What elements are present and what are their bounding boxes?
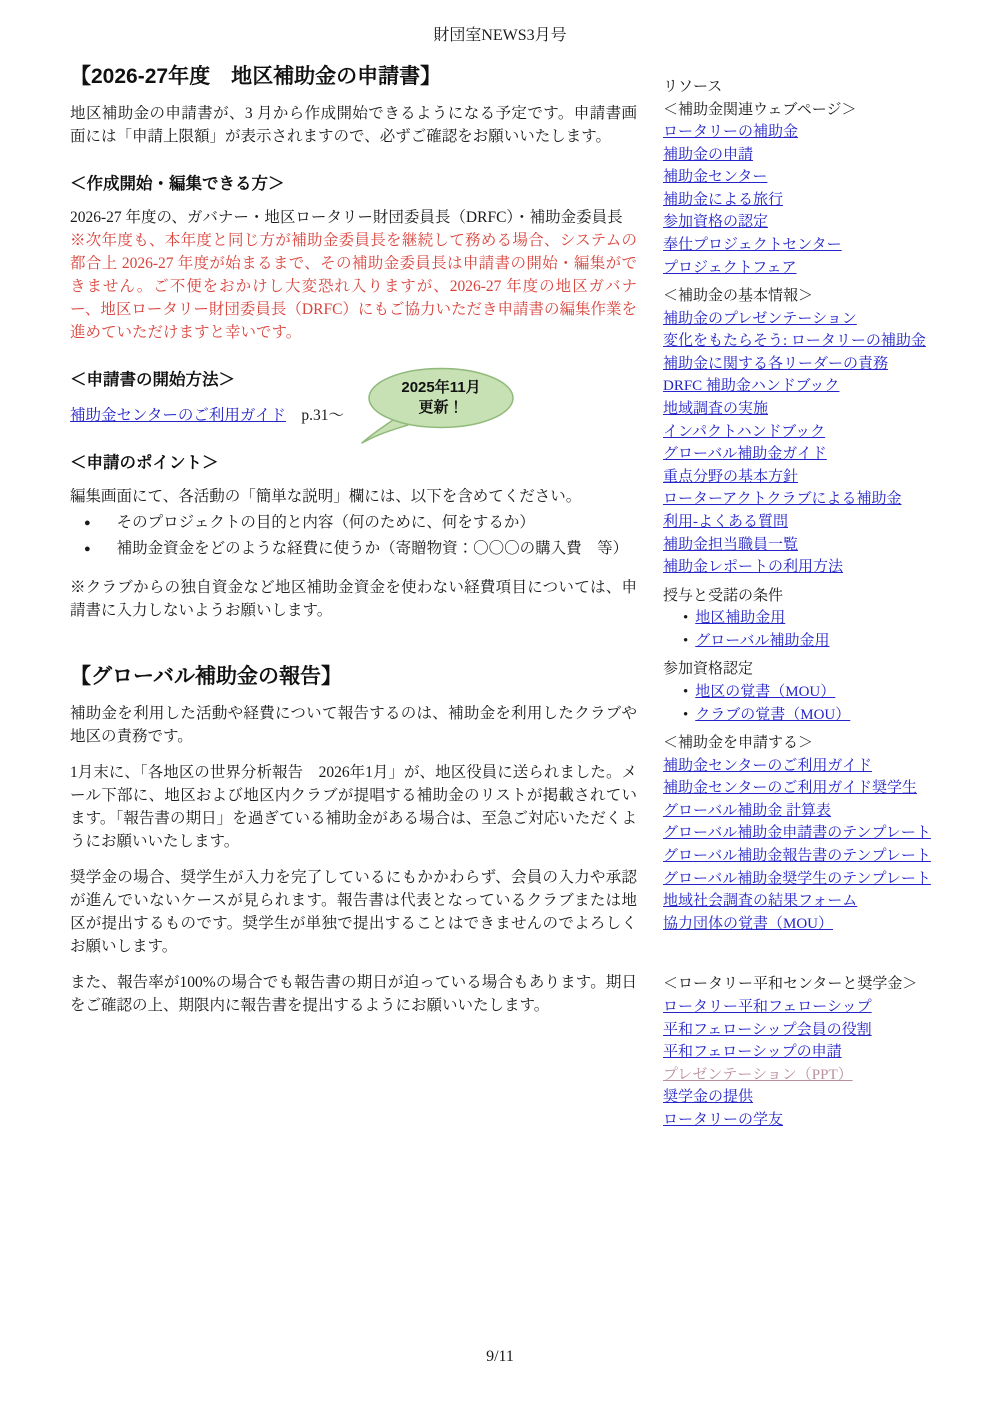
sidebar-link[interactable]: 参加資格の認定 bbox=[663, 214, 769, 231]
sidebar-row bbox=[663, 211, 953, 234]
sidebar-row bbox=[663, 330, 953, 353]
subheading-who-can-edit: ＜作成開始・編集できる方＞ bbox=[70, 175, 285, 193]
sidebar-row bbox=[663, 121, 953, 144]
subheading-application-points: ＜申請のポイント＞ bbox=[70, 454, 219, 472]
sidebar-link[interactable]: ロータリーの学友 bbox=[663, 1111, 784, 1128]
sidebar-link[interactable]: 利用-よくある質問 bbox=[663, 514, 788, 530]
bullet-icon: • bbox=[683, 683, 689, 700]
sidebar-link[interactable]: グローバル補助金ガイド bbox=[663, 446, 827, 463]
sidebar-group-heading: ＜補助金の基本情報＞ bbox=[663, 288, 814, 305]
section-title-district-grant-application: 【2026-27年度 地区補助金の申請書】 bbox=[70, 65, 442, 88]
sidebar-group-heading: ＜ロータリー平和センターと奨学金＞ bbox=[663, 976, 918, 993]
red-note-paragraph: ※次年度も、本年度と同じ方が補助金委員長を継続して務める場合、システムの都合上 2026-27 年度が始まるまで、その補助金委員長は申請書の開始・編集ができません。ご不便をおかけし大変恐れ入りますが、2026-27 年度の地区ガバナー、地区ロータリー財団委員長（DRFC）にもご協力いただき申請書の編集作業を進めていただけますと幸いです。 bbox=[70, 232, 637, 341]
sidebar-link[interactable]: 奉仕プロジェクトセンター bbox=[663, 236, 842, 253]
sidebar-row bbox=[663, 534, 953, 557]
sidebar-row bbox=[663, 375, 953, 398]
sidebar-row bbox=[663, 353, 953, 376]
update-callout-text bbox=[372, 378, 510, 418]
sidebar-row bbox=[663, 630, 953, 653]
sidebar-link[interactable]: 重点分野の基本方針 bbox=[663, 468, 799, 485]
sidebar-row bbox=[663, 755, 953, 778]
application-points-list bbox=[70, 510, 637, 562]
sidebar-link[interactable]: 地区の覚書（MOU） bbox=[695, 683, 836, 700]
resources-sidebar bbox=[663, 76, 953, 1131]
sidebar-link[interactable]: ロータリー平和フェローシップ bbox=[663, 998, 872, 1015]
sidebar-row bbox=[663, 1019, 953, 1042]
sidebar-row bbox=[663, 421, 953, 444]
sidebar-gap bbox=[663, 935, 953, 967]
sidebar-row bbox=[663, 913, 953, 936]
sidebar-row bbox=[663, 466, 953, 489]
sidebar-link[interactable]: 補助金による旅行 bbox=[663, 191, 784, 208]
sidebar-row bbox=[663, 511, 953, 534]
sidebar-link[interactable]: 補助金センターのご利用ガイド bbox=[663, 757, 872, 774]
page-number: 9/11 bbox=[486, 1348, 514, 1365]
update-callout-line1: 2025年11月 bbox=[401, 379, 481, 396]
guide-page-reference: p.31～ bbox=[285, 407, 345, 424]
application-points-intro: 編集画面にて、各活動の「簡単な説明」欄には、以下を含めてください。 bbox=[70, 488, 582, 505]
sidebar-link[interactable]: インパクトハンドブック bbox=[663, 423, 826, 440]
sidebar-row bbox=[663, 398, 953, 421]
sidebar-link[interactable]: 地域調査の実施 bbox=[663, 401, 769, 418]
subheading-how-to-start: ＜申請書の開始方法＞ bbox=[70, 371, 235, 389]
sidebar-list bbox=[663, 76, 953, 1131]
sidebar-link[interactable]: 補助金センター bbox=[663, 169, 768, 186]
sidebar-row bbox=[663, 996, 953, 1019]
sidebar-row bbox=[663, 144, 953, 167]
sidebar-row bbox=[663, 166, 953, 189]
sidebar-group-heading: ＜補助金を申請する＞ bbox=[663, 735, 814, 752]
sidebar-link[interactable]: グローバル補助金申請書のテンプレート bbox=[663, 825, 931, 842]
sidebar-link[interactable]: グローバル補助金報告書のテンプレート bbox=[663, 848, 931, 865]
sidebar-link[interactable]: プロジェクトフェア bbox=[663, 259, 797, 276]
sidebar-link[interactable]: 平和フェローシップの申請 bbox=[663, 1044, 842, 1061]
sidebar-row bbox=[663, 189, 953, 212]
who-can-edit-paragraph: 2026-27 年度の、ガバナー・地区ロータリー財団委員長（DRFC）・補助金委員長 bbox=[70, 209, 623, 226]
grant-center-guide-link[interactable]: 補助金センターのご利用ガイド bbox=[70, 407, 286, 424]
sidebar-link[interactable]: グローバル補助金用 bbox=[695, 632, 830, 649]
section-title-global-grant-report: 【グローバル補助金の報告】 bbox=[70, 665, 342, 688]
sidebar-row bbox=[663, 822, 953, 845]
district-grant-intro-paragraph: 地区補助金の申請書が、3 月から作成開始できるようになる予定です。申請書画面には「申請上限額」が表示されますので、必ずご確認をお願いいたします。 bbox=[70, 105, 637, 145]
sidebar-row bbox=[663, 868, 953, 891]
sidebar-row bbox=[663, 1064, 953, 1087]
sidebar-row bbox=[663, 443, 953, 466]
sidebar-link[interactable]: ローターアクトクラブによる補助金 bbox=[663, 491, 902, 508]
sidebar-link[interactable]: クラブの覚書（MOU） bbox=[695, 706, 851, 723]
sidebar-row bbox=[663, 845, 953, 868]
sidebar-row bbox=[663, 488, 953, 511]
bullet-icon: • bbox=[683, 632, 689, 649]
sidebar-link[interactable]: ロータリーの補助金 bbox=[663, 124, 799, 140]
bullet-item: ● そのプロジェクトの目的と内容（何のために、何をするか） bbox=[84, 510, 637, 536]
sidebar-link[interactable]: 奨学金の提供 bbox=[663, 1089, 754, 1106]
document-header-title: 財団室NEWS3月号 bbox=[433, 27, 567, 44]
sidebar-link[interactable]: 補助金に関する各リーダーの責務 bbox=[663, 355, 889, 372]
update-callout-line2: 更新！ bbox=[418, 399, 464, 416]
sidebar-row bbox=[663, 704, 953, 727]
sidebar-link[interactable]: 平和フェローシップ会員の役割 bbox=[663, 1021, 872, 1038]
own-funds-note-paragraph: ※クラブからの独自資金など地区補助金資金を使わない経費項目については、申請書に入力しないようお願いします。 bbox=[70, 579, 637, 619]
sidebar-link[interactable]: 補助金のプレゼンテーション bbox=[663, 310, 857, 327]
update-callout-bubble bbox=[360, 366, 516, 450]
global-grant-report-paragraphs bbox=[70, 702, 637, 1017]
sidebar-link[interactable]: 補助金担当職員一覧 bbox=[663, 536, 799, 553]
guide-link-line bbox=[70, 404, 637, 427]
sidebar-link[interactable]: グローバル補助金 計算表 bbox=[663, 802, 832, 819]
bullet-icon: • bbox=[683, 610, 689, 627]
main-column bbox=[70, 62, 637, 1030]
sidebar-link[interactable]: プレゼンテーション（PPT） bbox=[663, 1066, 853, 1083]
sidebar-row bbox=[663, 257, 953, 280]
paragraph: また、報告率が100%の場合でも報告書の期日が迫っている場合もあります。期日をご確認の上、期限内に報告書を提出するようにお願いいたします。 bbox=[70, 974, 637, 1014]
sidebar-row bbox=[663, 234, 953, 257]
sidebar-link[interactable]: 変化をもたらそう: ロータリーの補助金 bbox=[663, 333, 926, 350]
sidebar-row bbox=[663, 308, 953, 331]
sidebar-link[interactable]: 協力団体の覚書（MOU） bbox=[663, 915, 834, 932]
sidebar-link[interactable]: 補助金レポートの利用方法 bbox=[663, 559, 844, 576]
sidebar-link[interactable]: グローバル補助金奨学生のテンプレート bbox=[663, 870, 931, 887]
sidebar-link[interactable]: DRFC 補助金ハンドブック bbox=[663, 378, 840, 395]
sidebar-group-heading: 授与と受諾の条件 bbox=[663, 587, 784, 604]
sidebar-group-heading: ＜補助金関連ウェブページ＞ bbox=[663, 101, 857, 118]
sidebar-link[interactable]: 地域社会調査の結果フォーム bbox=[663, 893, 858, 910]
bullet-item: ● 補助金資金をどのような経費に使うか（寄贈物資：〇〇〇の購入費 等） bbox=[84, 536, 637, 562]
paragraph: 奨学金の場合、奨学生が入力を完了しているにもかかわらず、会員の入力や承認が進んでいないケースが見られます。報告書は代表となっているクラブまたは地区が提出するものです。奨学生が単独で提出することはできませんのでよろしくお願いします。 bbox=[70, 869, 637, 955]
bullet-icon: • bbox=[683, 706, 689, 723]
sidebar-row bbox=[663, 681, 953, 704]
sidebar-link[interactable]: 補助金センターのご利用ガイド奨学生 bbox=[663, 780, 917, 797]
sidebar-link[interactable]: 補助金の申請 bbox=[663, 146, 754, 163]
sidebar-group-heading: 参加資格認定 bbox=[663, 661, 754, 678]
paragraph: 補助金を利用した活動や経費について報告するのは、補助金を利用したクラブや地区の責務です。 bbox=[70, 705, 637, 745]
paragraph: 1月末に、「各地区の世界分析報告 2026年1月」が、地区役員に送られました。メール下部に、地区および地区内クラブが提唱する補助金のリストが掲載されています。「報告書の期日」を過ぎている補助金がある場合は、至急ご対応いただくようにお願いいたします。 bbox=[70, 764, 637, 850]
sidebar-row bbox=[663, 556, 953, 579]
sidebar-link[interactable]: 地区補助金用 bbox=[695, 610, 786, 627]
sidebar-row bbox=[663, 890, 953, 913]
sidebar-row bbox=[663, 607, 953, 630]
sidebar-row bbox=[663, 1086, 953, 1109]
sidebar-row bbox=[663, 777, 953, 800]
sidebar-row bbox=[663, 800, 953, 823]
sidebar-row bbox=[663, 1041, 953, 1064]
sidebar-row bbox=[663, 1109, 953, 1132]
sidebar-title: リソース bbox=[663, 79, 723, 95]
